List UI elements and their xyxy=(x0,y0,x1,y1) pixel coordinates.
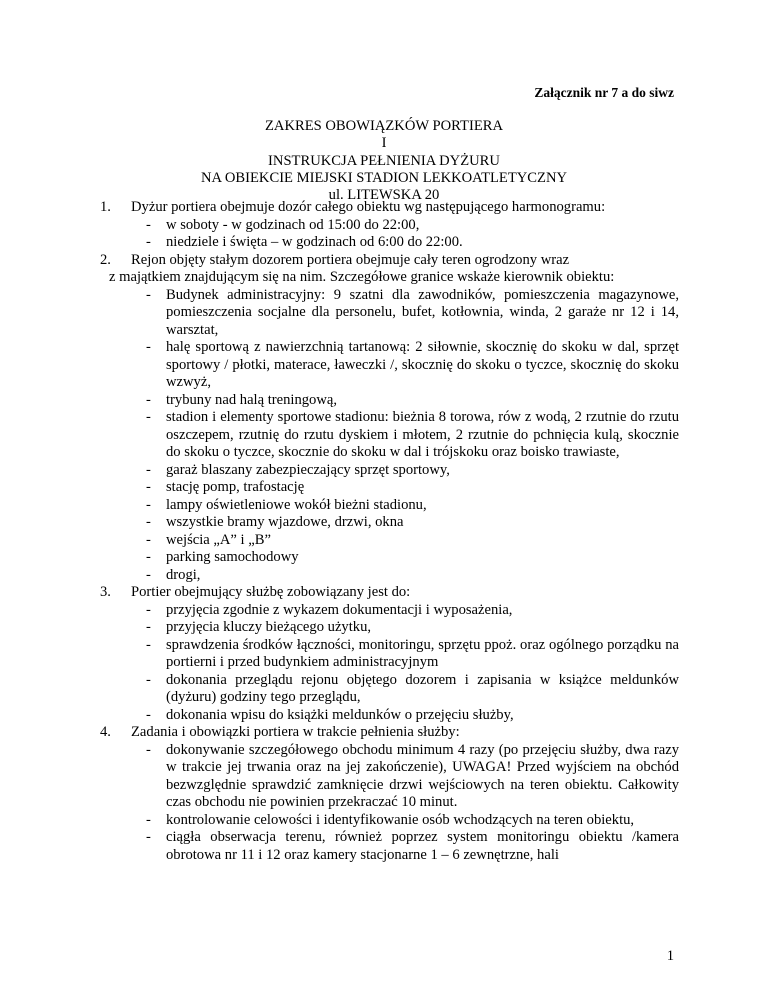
title-line: ZAKRES OBOWIĄZKÓW PORTIERA xyxy=(264,118,504,134)
section-number: 2. xyxy=(100,251,111,268)
item-list xyxy=(131,602,679,725)
dash-bullet: - xyxy=(146,479,151,495)
section-heading: Dyżur portiera obejmuje dozór całego obiektu wg następującego harmonogramu: xyxy=(131,199,606,215)
dash-bullet: - xyxy=(146,636,151,653)
list-item xyxy=(146,462,679,480)
list-item-text: garaż blaszany zabezpieczający sprzęt sportowy, xyxy=(166,461,450,478)
list-item xyxy=(146,637,679,672)
list-item-text: stację pomp, trafostację xyxy=(166,479,305,495)
list-item-text: dokonania wpisu do książki meldunków o przejęciu służby, xyxy=(166,706,514,723)
section-1 xyxy=(100,199,679,252)
list-item-text: lampy oświetleniowe wokół bieżni stadionu, xyxy=(166,496,427,513)
title-line: INSTRUKCJA PEŁNIENIA DYŻURU xyxy=(268,152,500,169)
dash-bullet: - xyxy=(146,216,151,233)
list-item-text: Budynek administracyjny: 9 szatni dla zawodników, pomieszczenia magazynowe, pomieszczenia socjalne dla personelu, bufet, kotłownia, winda, 2 garaże nr 12 i 14, warsztat, xyxy=(166,286,679,338)
dash-bullet: - xyxy=(146,671,151,688)
list-item-text: przyjęcia zgodnie z wykazem dokumentacji i wyposażenia, xyxy=(166,601,513,618)
list-item xyxy=(146,567,679,585)
section-4 xyxy=(100,724,679,864)
attachment-label: Załącznik nr 7 a do siwz xyxy=(534,85,674,100)
item-list xyxy=(131,742,679,865)
section-number: 1. xyxy=(100,199,111,215)
dash-bullet: - xyxy=(146,829,151,845)
list-item xyxy=(146,742,679,812)
list-item-text: wszystkie bramy wjazdowe, drzwi, okna xyxy=(166,514,404,530)
list-item-text: trybuny nad halą treningową, xyxy=(166,391,338,408)
list-item xyxy=(146,234,679,252)
list-item-text: sprawdzenia środków łączności, monitoringu, sprzętu ppoż. oraz ogólnego porządku na portierni i przed budynkiem administracyjnym xyxy=(166,636,679,670)
list-item xyxy=(146,514,679,532)
dash-bullet: - xyxy=(146,339,151,355)
document-body xyxy=(100,199,679,864)
list-item xyxy=(146,672,679,707)
list-item-text: dokonania przeglądu rejonu objętego dozorem i zapisania w książce meldunków (dyżuru) godziny tego przeglądu, xyxy=(166,671,679,705)
section-heading: Portier obejmujący służbę zobowiązany jest do: xyxy=(131,584,411,600)
dash-bullet: - xyxy=(146,706,151,723)
dash-bullet: - xyxy=(146,811,151,828)
list-item xyxy=(146,409,679,462)
list-item xyxy=(146,479,679,497)
list-item-text: niedziele i święta – w godzinach od 6:00 do 22:00. xyxy=(166,234,463,250)
dash-bullet: - xyxy=(146,566,151,583)
page-number: 1 xyxy=(666,948,674,964)
dash-bullet: - xyxy=(146,496,151,513)
list-item-text: parking samochodowy xyxy=(166,549,299,565)
list-item xyxy=(146,532,679,550)
list-item xyxy=(146,829,679,864)
section-3 xyxy=(100,584,679,724)
list-item xyxy=(146,217,679,235)
list-item xyxy=(146,392,679,410)
section-heading: Rejon objęty stałym dozorem portiera obejmuje cały teren ogrodzony wraz xyxy=(131,251,570,268)
title-line: ul. LITEWSKA 20 xyxy=(328,187,440,204)
list-item xyxy=(146,602,679,620)
list-item xyxy=(146,287,679,340)
dash-bullet: - xyxy=(146,531,151,548)
list-item-text: kontrolowanie celowości i identyfikowanie osób wchodzących na teren obiektu, xyxy=(166,811,635,828)
dash-bullet: - xyxy=(146,549,151,565)
dash-bullet: - xyxy=(146,514,151,530)
list-item-text: w soboty - w godzinach od 15:00 do 22:00, xyxy=(166,216,420,233)
dash-bullet: - xyxy=(146,461,151,478)
list-item-text: halę sportową z nawierzchnią tartanową: 2 siłownie, skocznię do skoku w dal, sprzęt sportowy / płotki, materace, ławeczki /, skocznię do skoku o tyczce, skocznię do skoku wzwyż, xyxy=(166,339,679,390)
list-item xyxy=(146,707,679,725)
title-line: NA OBIEKCIE MIEJSKI STADION LEKKOATLETYCZNY xyxy=(200,169,568,186)
section-number: 4. xyxy=(100,724,111,740)
list-item xyxy=(146,619,679,637)
item-list xyxy=(131,287,679,585)
list-item xyxy=(146,549,679,567)
list-item-text: stadion i elementy sportowe stadionu: bieżnia 8 torowa, rów z wodą, 2 rzutnie do rzutu oszczepem, rzutnię do rzutu dyskiem i młotem, 2 rzutnie do pchnięcia kulą, skocznie do skoku o tyczce, skocznie do skoku w dal i trójskoku oraz boisko trawiaste, xyxy=(166,409,679,460)
section-2 xyxy=(100,251,679,585)
dash-bullet: - xyxy=(146,619,151,635)
dash-bullet: - xyxy=(146,234,151,250)
dash-bullet: - xyxy=(146,391,151,408)
dash-bullet: - xyxy=(146,741,151,758)
document-title xyxy=(0,118,768,204)
list-item-text: przyjęcia kluczy bieżącego użytku, xyxy=(166,619,372,635)
list-item-text: wejścia „A” i „B” xyxy=(166,531,271,548)
section-number: 3. xyxy=(100,584,111,600)
item-list xyxy=(131,217,679,252)
list-item-text: drogi, xyxy=(166,566,201,583)
dash-bullet: - xyxy=(146,409,151,425)
title-line: I xyxy=(381,135,387,152)
section-heading: Zadania i obowiązki portiera w trakcie pełnienia służby: xyxy=(131,724,460,740)
list-item-text: ciągła obserwacja terenu, również poprzez system monitoringu obiektu /kamera obrotowa nr 11 i 12 oraz kamery stacjonarne 1 – 6 zewnętrzne, hali xyxy=(166,829,679,863)
list-item-text: dokonywanie szczegółowego obchodu minimum 4 razy (po przejęciu służby, dwa razy w trakcie jej trwania oraz na jej zakończenie), UWAGA! Przed wyjściem na obchód bezwzględnie sprawdzić zamknięcie drzwi wejściowych na teren obiektu. Całkowity czas obchodu nie powinien przekraczać 10 minut. xyxy=(166,741,679,810)
section-heading-continued: z majątkiem znajdującym się na nim. Szczegółowe granice wskaże kierownik obiektu: xyxy=(109,269,615,285)
dash-bullet: - xyxy=(146,601,151,618)
dash-bullet: - xyxy=(146,286,151,303)
list-item xyxy=(146,812,679,830)
list-item xyxy=(146,497,679,515)
list-item xyxy=(146,339,679,392)
